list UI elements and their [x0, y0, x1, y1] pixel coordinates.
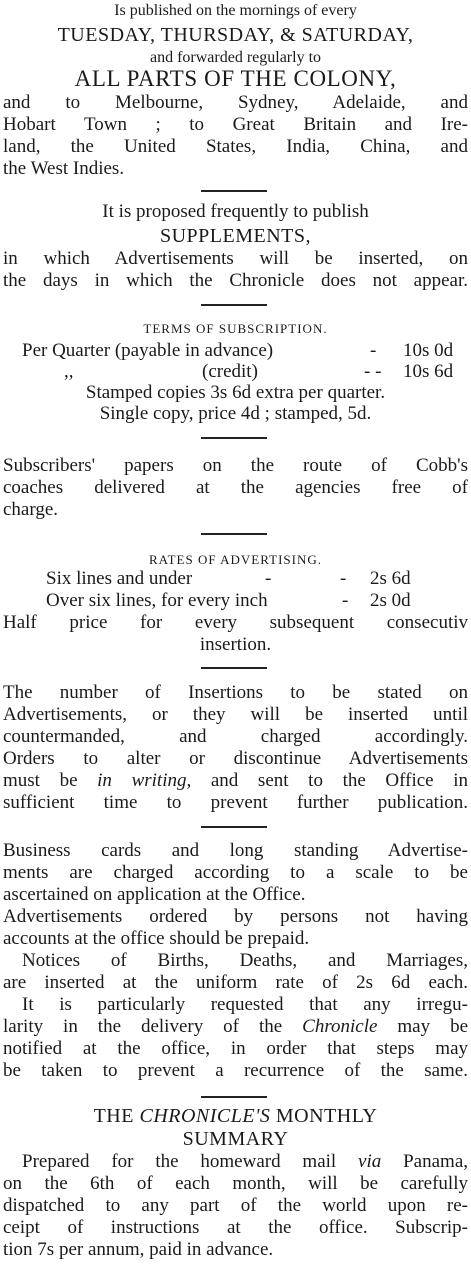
business-line: It is particularly requested that any irregu-: [22, 994, 468, 1015]
publication-days: TUESDAY, THURSDAY, & SATURDAY,: [57, 24, 414, 46]
cobbs-line: Subscribers' papers on the route of Cobb's: [3, 455, 468, 476]
insertions-line: sufficient time to prevent further publication.: [3, 792, 468, 813]
rate-dash: -: [342, 590, 349, 611]
monthly-line: dispatched to any part of the world upon re-: [3, 1195, 468, 1216]
insertions-line: The number of Insertions to be stated on: [3, 682, 468, 703]
business-line: Advertisements ordered by persons not having: [3, 906, 468, 927]
rate-value: 2s 6d: [370, 568, 411, 589]
monthly-line: [22, 1151, 468, 1173]
rates-heading: RATES OF ADVERTISING.: [149, 552, 322, 567]
section-rule: [201, 1096, 267, 1098]
price-label: (credit): [202, 361, 258, 382]
monthly-title: [3, 1105, 468, 1127]
monthly-title-italic: CHRONICLE'S: [139, 1105, 271, 1127]
ditto-mark: ,,: [64, 361, 74, 382]
supplements-line: in which Advertisements will be inserted, on: [3, 248, 468, 269]
rate-dash: -: [265, 568, 272, 589]
terms-line: Single copy, price 4d ; stamped, 5d.: [99, 403, 372, 424]
monthly-text: Prepared for the homeward mail: [22, 1151, 337, 1172]
insertions-line: Advertisements, or they will be inserted until: [3, 704, 468, 725]
business-line: Business cards and long standing Advertise-: [3, 840, 468, 861]
rate-label: Over six lines, for every inch: [46, 590, 268, 611]
supplements-heading: SUPPLEMENTS,: [159, 225, 312, 247]
section-rule: [201, 304, 267, 306]
business-line: ascertained on application at the Office.: [3, 884, 306, 905]
cobbs-line: charge.: [3, 499, 59, 520]
intro-line: and forwarded regularly to: [149, 49, 322, 66]
monthly-line: tion 7s per annum, paid in advance.: [3, 1239, 274, 1260]
monthly-text: Panama,: [403, 1151, 469, 1172]
business-line: Notices of Births, Deaths, and Marriages,: [22, 950, 468, 971]
monthly-title-text: MONTHLY: [275, 1105, 378, 1127]
price-dash: - -: [364, 361, 382, 382]
insertions-italic-text: in writing,: [97, 770, 192, 791]
rate-value: 2s 0d: [370, 590, 411, 611]
cobbs-line: coaches delivered at the agencies free of: [3, 477, 468, 498]
all-parts-heading: ALL PARTS OF THE COLONY,: [74, 66, 397, 91]
insertions-text: and sent to the Office in: [210, 770, 468, 791]
monthly-line: ceipt of instructions at the office. Subscrip-: [3, 1217, 468, 1238]
business-line: are inserted at the uniform rate of 2s 6d each.: [3, 972, 468, 993]
business-text: may be: [397, 1016, 469, 1037]
section-rule: [201, 437, 267, 439]
supplements-line: It is proposed frequently to publish: [102, 201, 369, 222]
price-dash: -: [370, 340, 377, 361]
monthly-title-text: THE: [93, 1105, 134, 1127]
section-rule: [201, 190, 267, 192]
intro-line: Hobart Town ; to Great Britain and Ire-: [3, 114, 468, 135]
business-line: notified at the office, in order that steps may: [3, 1038, 468, 1059]
intro-line: and to Melbourne, Sydney, Adelaide, and: [3, 92, 468, 113]
price-value: 10s 0d: [403, 340, 454, 361]
business-text: larity in the delivery of the: [3, 1016, 283, 1037]
rate-label: Six lines and under: [46, 568, 193, 589]
business-italic-text: Chronicle: [302, 1016, 378, 1037]
intro-line: the West Indies.: [3, 158, 125, 179]
insertions-line: countermanded, and charged accordingly.: [3, 726, 468, 747]
business-line: ments are charged according to a scale to be: [3, 862, 468, 883]
monthly-subtitle: SUMMARY: [182, 1128, 289, 1150]
supplements-line: the days in which the Chronicle does not appear.: [3, 270, 468, 291]
rates-line: insertion.: [199, 634, 272, 655]
insertions-text: must be: [3, 770, 78, 791]
intro-line: land, the United States, India, China, and: [3, 136, 468, 157]
price-label: Per Quarter (payable in advance): [22, 340, 274, 361]
business-line: [3, 1016, 468, 1038]
section-rule: [201, 667, 267, 669]
business-line: be taken to prevent a recurrence of the same.: [3, 1060, 468, 1081]
intro-line: Is published on the mornings of every: [114, 2, 357, 19]
rates-line: Half price for every subsequent consecutiv: [3, 612, 468, 633]
terms-heading: TERMS OF SUBSCRIPTION.: [143, 321, 328, 336]
section-rule: [201, 826, 267, 828]
insertions-line: [3, 770, 468, 792]
rate-dash: -: [340, 568, 347, 589]
section-rule: [201, 533, 267, 535]
terms-line: Stamped copies 3s 6d extra per quarter.: [85, 382, 386, 403]
business-line: accounts at the office should be prepaid.: [3, 928, 310, 949]
monthly-line: on the 6th of each month, will be carefully: [3, 1173, 468, 1194]
monthly-italic-text: via: [358, 1151, 382, 1172]
insertions-line: Orders to alter or discontinue Advertisements: [3, 748, 468, 769]
price-value: 10s 6d: [403, 361, 454, 382]
